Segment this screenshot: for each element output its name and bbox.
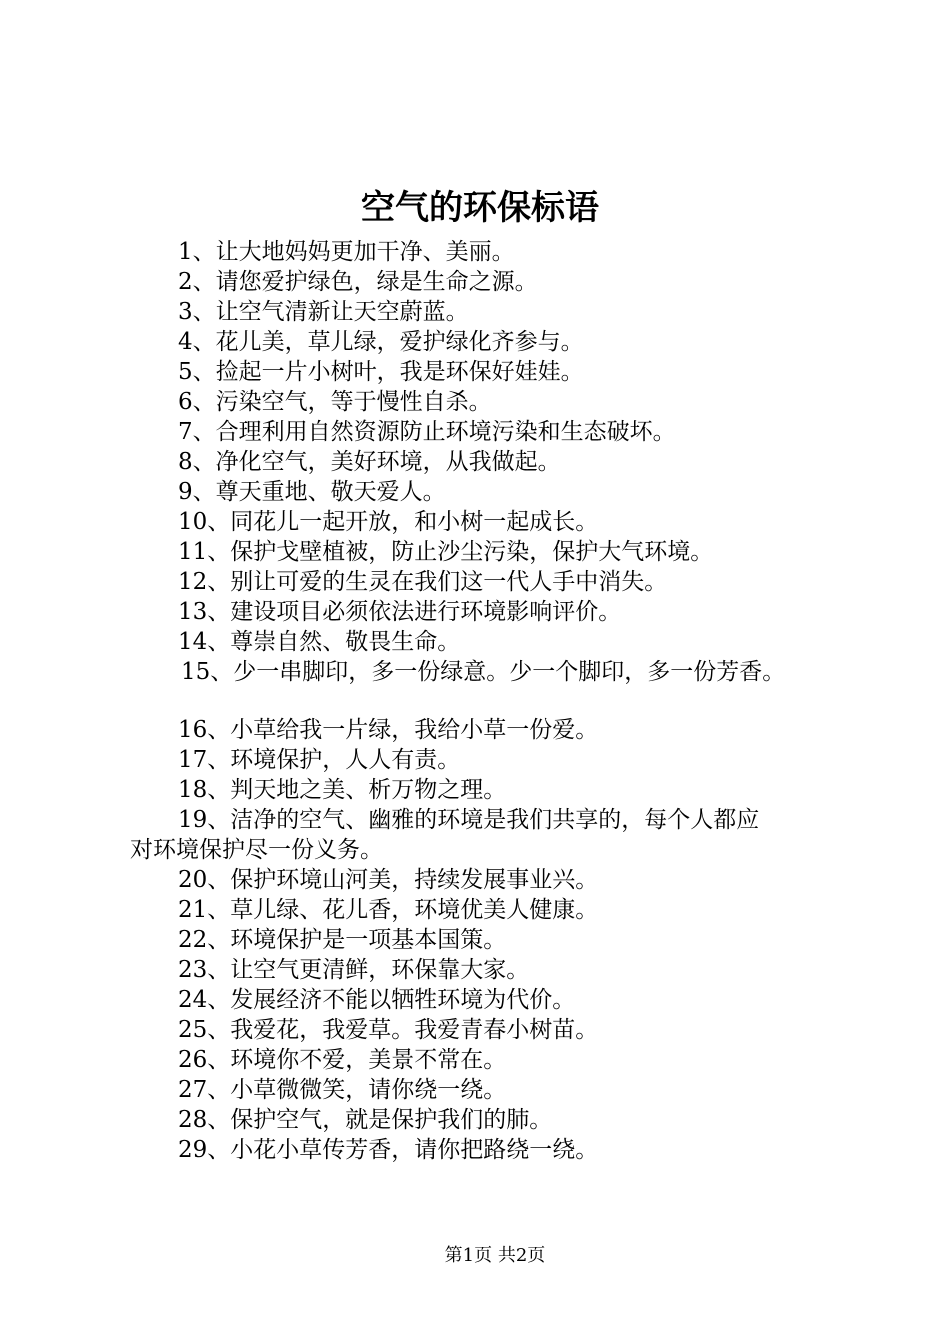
slogan-item-25: 25、我爱花，我爱草。我爱青春小树苗。 [178, 1017, 599, 1043]
slogan-item-29: 29、小花小草传芳香，请你把路绕一绕。 [178, 1137, 599, 1163]
slogan-item-14: 14、尊崇自然、敬畏生命。 [178, 629, 461, 655]
slogan-item-16: 16、小草给我一片绿，我给小草一份爱。 [178, 717, 599, 743]
slogan-item-9: 9、尊天重地、敬天爱人。 [178, 479, 446, 505]
slogan-item-4: 4、花儿美，草儿绿，爱护绿化齐参与。 [178, 329, 584, 355]
slogan-item-6: 6、污染空气，等于慢性自杀。 [178, 389, 492, 415]
slogan-item-10: 10、同花儿一起开放，和小树一起成长。 [178, 509, 599, 535]
page-title: 空气的环保标语 [361, 188, 599, 228]
slogan-item-28: 28、保护空气，就是保护我们的肺。 [178, 1107, 553, 1133]
slogan-item-13: 13、建设项目必须依法进行环境影响评价。 [178, 599, 622, 625]
slogan-item-19 [0, 805, 950, 865]
slogan-item-5: 5、捡起一片小树叶，我是环保好娃娃。 [178, 359, 584, 385]
slogan-item-17: 17、环境保护，人人有责。 [178, 747, 461, 773]
slogan-item-18: 18、判天地之美、析万物之理。 [178, 777, 507, 803]
slogan-item-19-line-1: 19、洁净的空气、幽雅的环境是我们共享的，每个人都应 [178, 807, 760, 833]
slogan-item-15: 15、少一串脚印，多一份绿意。少一个脚印，多一份芳香。 [181, 659, 786, 685]
slogan-item-3: 3、让空气清新让天空蔚蓝。 [178, 299, 469, 325]
slogan-item-27: 27、小草微微笑，请你绕一绕。 [178, 1077, 507, 1103]
slogan-item-2: 2、请您爱护绿色，绿是生命之源。 [178, 269, 538, 295]
slogan-item-23: 23、让空气更清鲜，环保靠大家。 [178, 957, 530, 983]
slogan-item-1: 1、让大地妈妈更加干净、美丽。 [178, 239, 515, 265]
slogan-list [0, 237, 950, 1165]
slogan-item-24: 24、发展经济不能以牺牲环境为代价。 [178, 987, 576, 1013]
slogan-item-26: 26、环境你不爱，美景不常在。 [178, 1047, 507, 1073]
slogan-item-11: 11、保护戈壁植被，防止沙尘污染，保护大气环境。 [178, 539, 714, 565]
slogan-item-8: 8、净化空气，美好环境，从我做起。 [178, 449, 561, 475]
slogan-item-22: 22、环境保护是一项基本国策。 [178, 927, 507, 953]
slogan-item-7: 7、合理利用自然资源防止环境污染和生态破坏。 [178, 419, 676, 445]
slogan-item-19-line-2: 对环境保护尽一份义务。 [130, 837, 383, 863]
slogan-item-21: 21、草儿绿、花儿香，环境优美人健康。 [178, 897, 599, 923]
slogan-item-12: 12、别让可爱的生灵在我们这一代人手中消失。 [178, 569, 668, 595]
slogan-item-20: 20、保护环境山河美，持续发展事业兴。 [178, 867, 599, 893]
page-footer: 第1页 共2页 [444, 1245, 546, 1266]
